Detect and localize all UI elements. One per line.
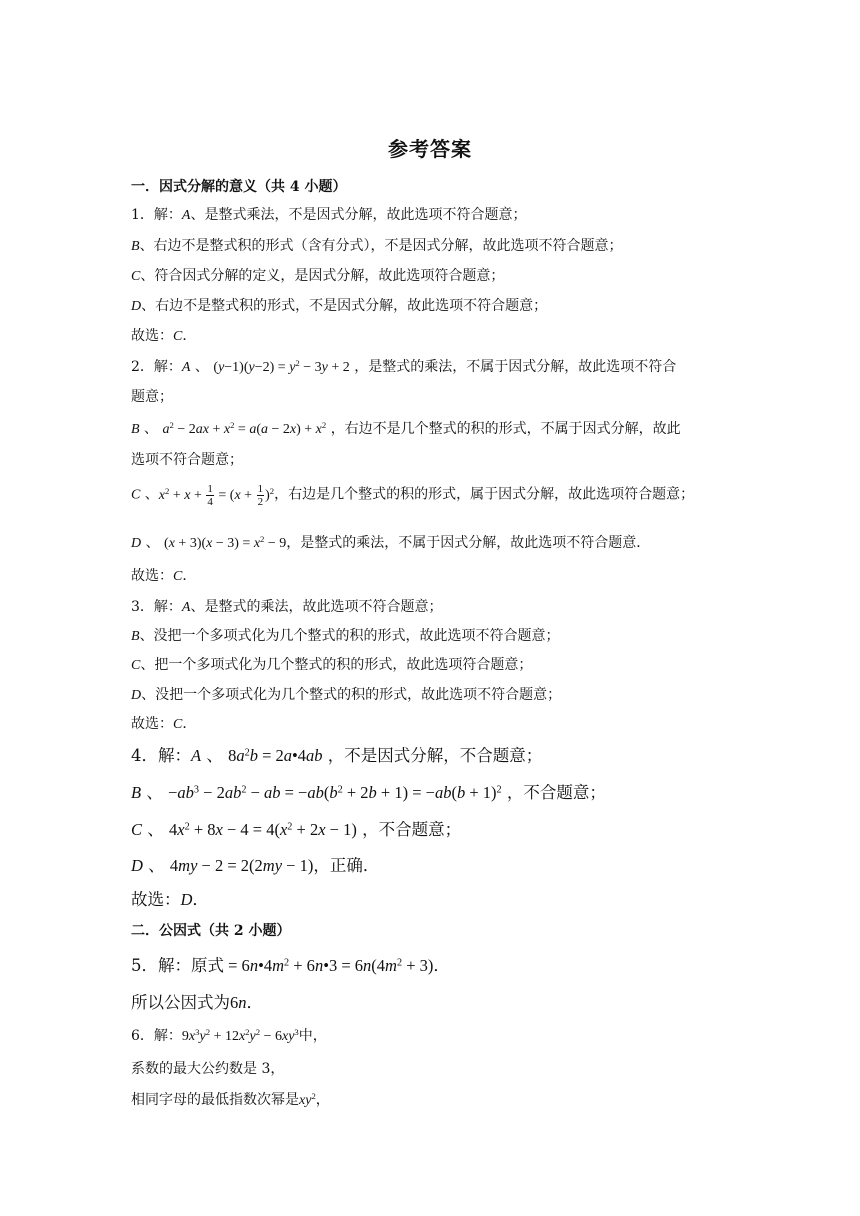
q5-conclusion: 所以公因式为6n．	[131, 993, 263, 1012]
q2-line-d: D 、 $(x + 3)(x - 3) = x^2 - 9$，是整式的乘法，不属于因式分解，故此选项不符合题意．	[131, 534, 651, 551]
q1-answer: 故选：C．	[131, 328, 197, 344]
q4-answer: 故选：D．	[131, 890, 209, 909]
q1-line-b: B、右边不是整式积的形式（含有分式），不是因式分解，故此选项不符合题意；	[131, 238, 623, 254]
q3-line-a: 3．解：A、是整式的乘法，故此选项不符合题意；	[131, 599, 443, 615]
q4-line-c: C 、 $4x^2 + 8x - 4 = 4(x^2 + 2x - 1)$ ，不合题意；	[131, 820, 462, 839]
q4-line-b: B 、 $-ab^3 - 2ab^2$ − ab = $-ab(b^2 + 2b + 1) = -ab(b + 1)^2$ ，不合题意；	[131, 783, 606, 802]
q2-line-c: C 、$x^2 + x$ + $\frac{1}{4}$ = (x + $\frac{1}{2}$ )$^2$，右边是几个整式的积的形式，属于因式分解，故此选项符合题意；	[131, 483, 695, 508]
q6-line-2: 系数的最大公约数是 3，	[131, 1061, 285, 1077]
q3-line-d: D、没把一个多项式化为几个整式的积的形式，故此选项不符合题意；	[131, 687, 562, 703]
q6-line-3: 相同字母的最低指数次幂是$xy^2$，	[131, 1091, 330, 1108]
q3-line-c: C、把一个多项式化为几个整式的积的形式，故此选项符合题意；	[131, 657, 533, 673]
q1-line-c: C、符合因式分解的定义，是因式分解，故此选项符合题意；	[131, 268, 505, 284]
q5-line: 5．解：原式 = $6n•4m^2$ + 6n•3 = $6n(4m^2 + 3)$．	[131, 956, 450, 975]
q4-line-d: D 、 4my − 2 = 2(2my − 1)，正确．	[131, 856, 380, 875]
q4-line-a: 4．解：A 、 $8a^2b$ = 2a•4ab ，不是因式分解，不合题意；	[131, 746, 543, 765]
page-title: 参考答案	[388, 137, 472, 161]
q2-line-b: B 、 $a^2 - 2ax + x^2 = a(a - 2x) + x^2$ ，右边不是几个整式的积的形式，不属于因式分解，故此	[131, 420, 681, 437]
q2-line-a-cont: 题意；	[131, 389, 173, 405]
q3-line-b: B、没把一个多项式化为几个整式的积的形式，故此选项不符合题意；	[131, 628, 560, 644]
q6-line-1: 6．解：$9x^3y^2 + 12x^2y^2 - 6xy^3$中，	[131, 1027, 327, 1044]
q1-line-d: D、右边不是整式积的形式，不是因式分解，故此选项不符合题意；	[131, 298, 548, 314]
section-heading-2: 二．公因式（共 2 小题）	[131, 923, 291, 939]
q2-line-a: 2．解：A 、 $(y-1)(y-2) = y^2 - 3y + 2$ ，是整式的乘法，不属于因式分解，故此选项不符合	[131, 358, 677, 375]
q1-line-a: 1．解：A、是整式乘法，不是因式分解，故此选项不符合题意；	[131, 207, 527, 223]
q3-answer: 故选：C．	[131, 716, 197, 732]
q2-answer: 故选：C．	[131, 568, 197, 584]
section-heading-1: 一．因式分解的意义（共 4 小题）	[131, 179, 347, 195]
q2-line-b-cont: 选项不符合题意；	[131, 452, 243, 468]
